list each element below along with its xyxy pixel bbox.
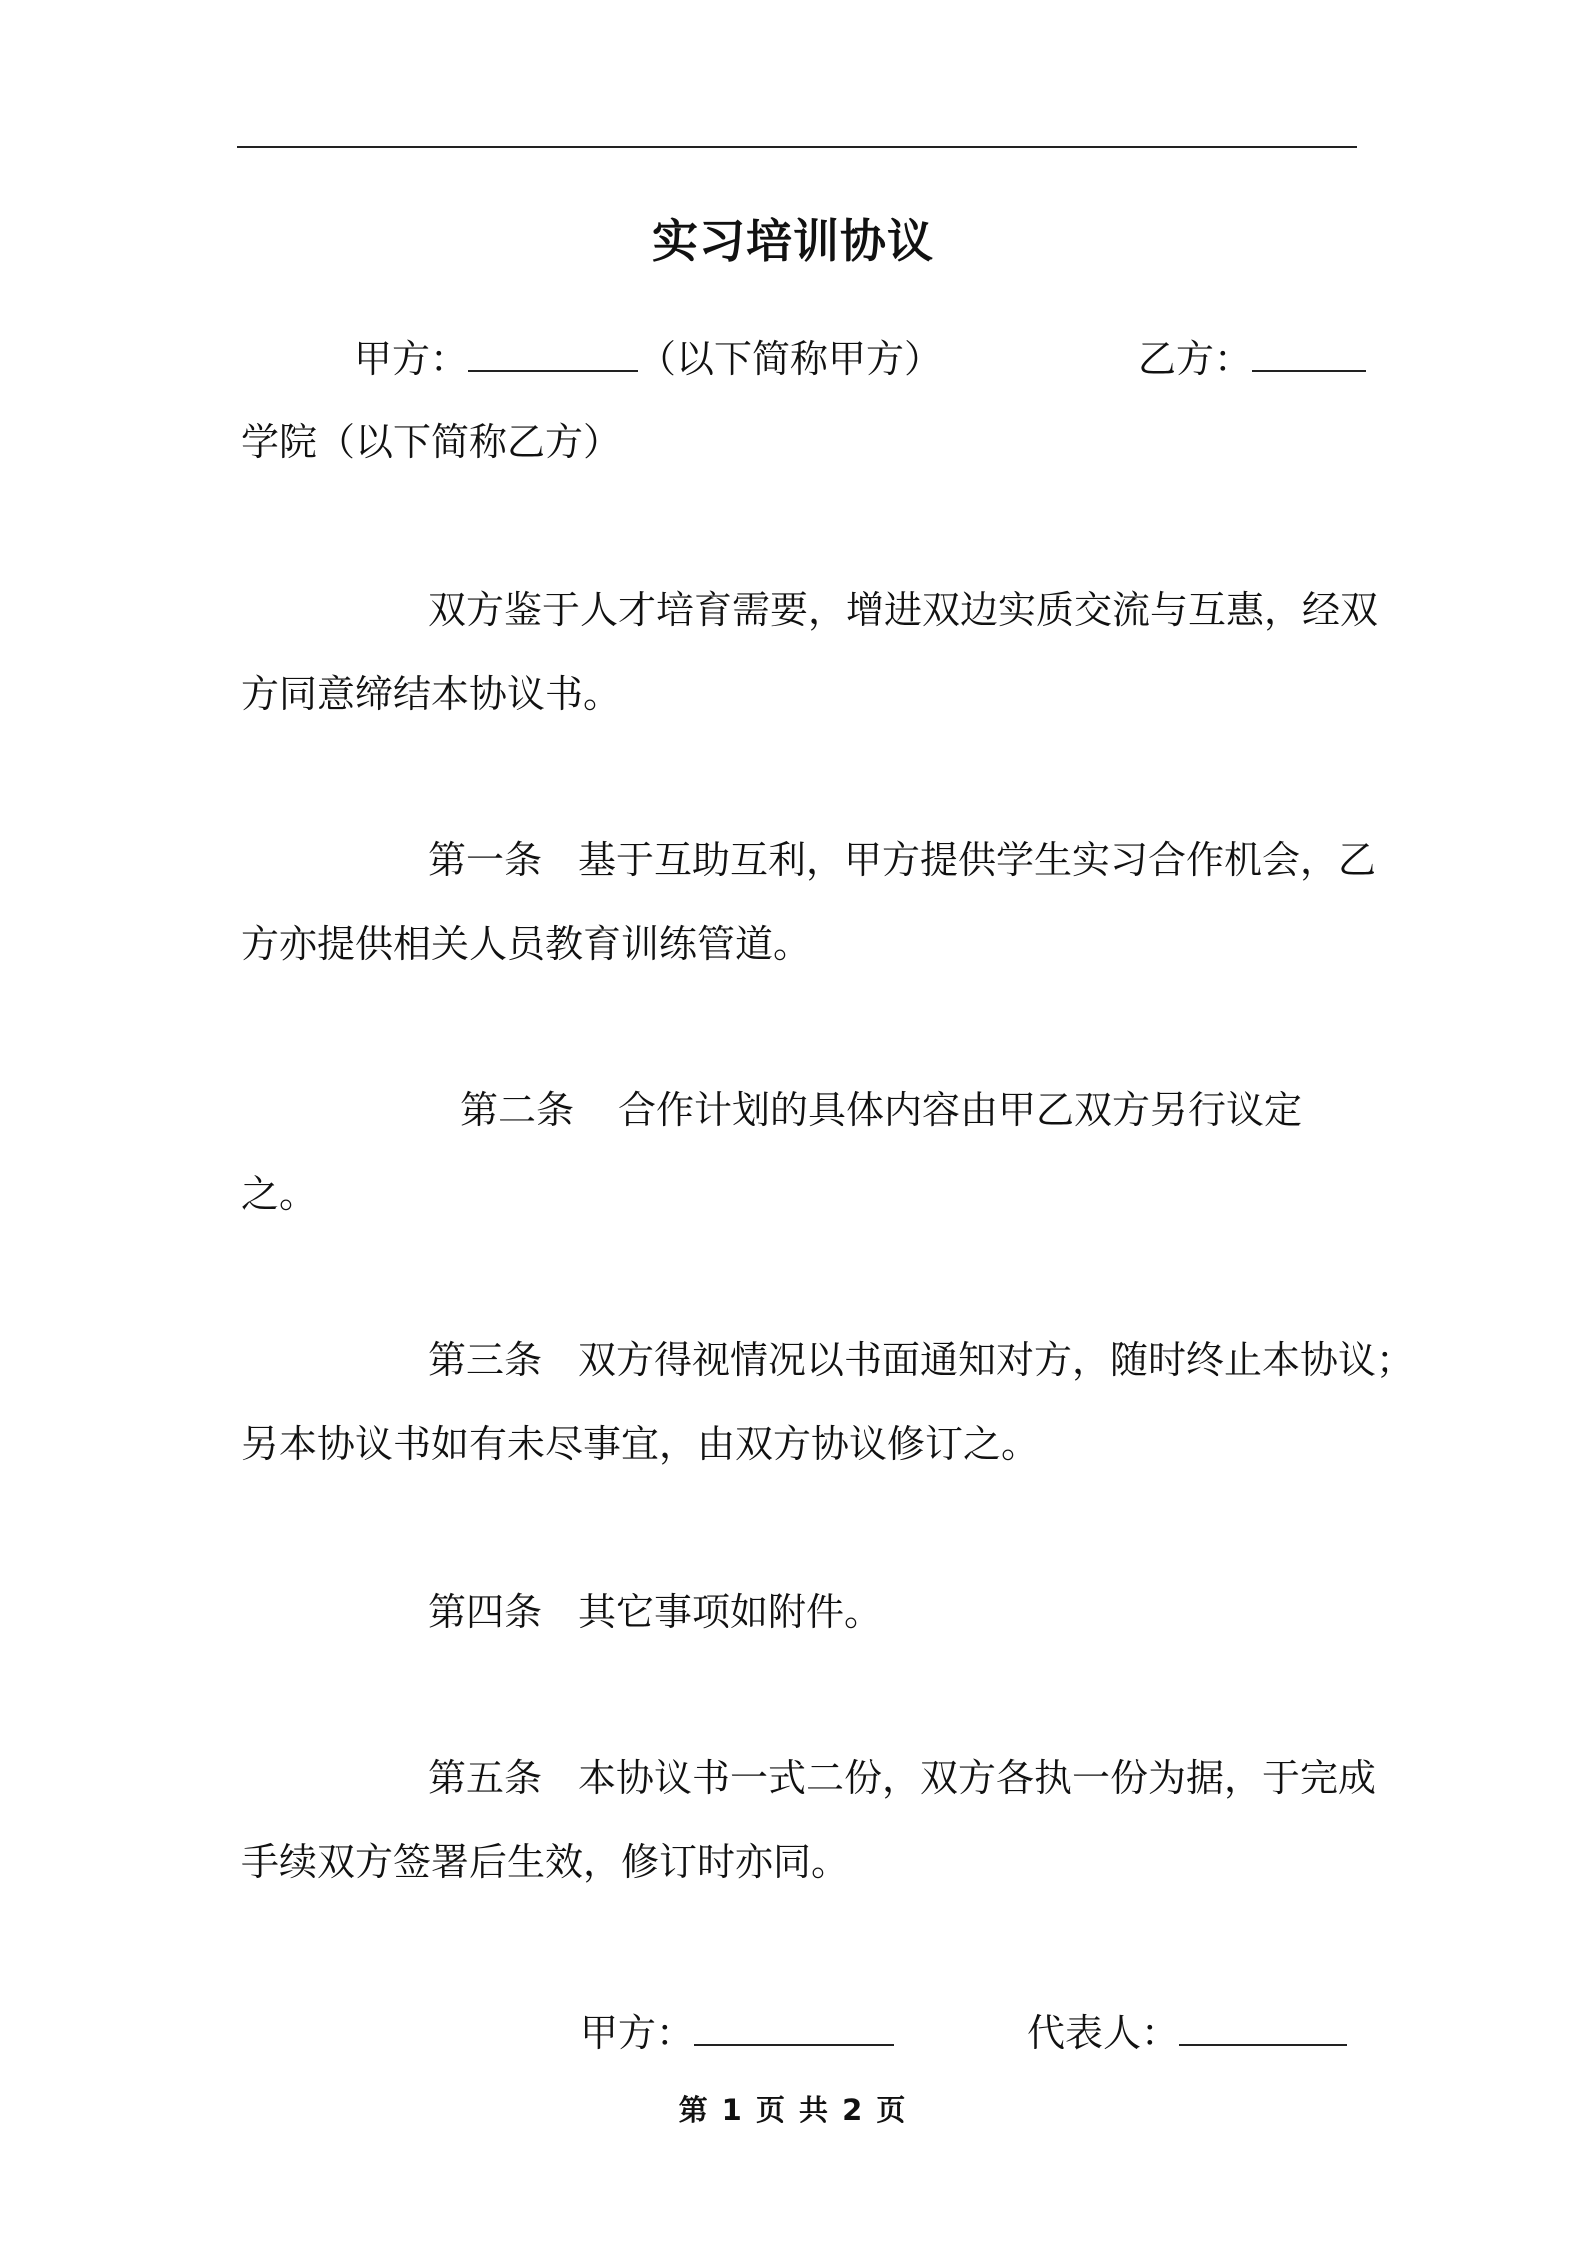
article-5-text: 本协议书一式二份，双方各执一份为据，于完成 [578,1756,1377,1800]
party-b-name-line: 学院（以下简称乙方） [241,420,622,464]
article-4-text: 其它事项如附件。 [578,1590,883,1634]
party-b-label: 乙方： [1138,337,1253,381]
article-3-line-2: 另本协议书如有未尽事宜，由双方协议修订之。 [241,1422,1040,1466]
article-4-line-1 [428,1590,882,1636]
signature-representative [1027,2010,1347,2057]
article-1-line-1 [428,838,1376,884]
article-5-line-1 [428,1756,1376,1802]
party-b-blank [1252,336,1366,372]
party-a-blank [468,336,638,372]
article-3-heading: 第三条 [428,1338,543,1382]
article-1-line-2: 方亦提供相关人员教育训练管道。 [241,922,812,966]
article-2-line-2: 之。 [241,1172,318,1216]
signature-party-a-blank [694,2010,894,2046]
signature-representative-label: 代表人： [1027,2011,1180,2055]
article-2-text: 合作计划的具体内容由甲乙双方另行议定 [618,1088,1303,1132]
article-3-text: 双方得视情况以书面通知对方，随时终止本协议； [578,1338,1415,1382]
signature-representative-blank [1179,2010,1347,2046]
article-5-heading: 第五条 [428,1756,543,1800]
article-5-line-2: 手续双方签署后生效，修订时亦同。 [241,1840,850,1884]
party-a-suffix: （以下简称甲方） [638,337,943,381]
signature-party-a-label: 甲方： [580,2011,695,2055]
article-4-heading: 第四条 [428,1590,543,1634]
party-a-label: 甲方： [354,337,469,381]
article-2-heading: 第二条 [460,1088,575,1132]
document-title: 实习培训协议 [652,214,934,268]
article-1-text: 基于互助互利，甲方提供学生实习合作机会，乙 [578,838,1377,882]
article-3-line-1 [428,1338,1414,1384]
header-rule [237,146,1357,148]
party-b-line [1138,336,1366,383]
intro-line-1: 双方鉴于人才培育需要，增进双边实质交流与互惠，经双 [428,588,1379,632]
article-2-line-1 [460,1088,1302,1134]
article-1-heading: 第一条 [428,838,543,882]
signature-party-a [580,2010,894,2057]
page-indicator: 第 1 页 共 2 页 [678,2093,908,2127]
party-a-line [354,336,942,383]
intro-line-2: 方同意缔结本协议书。 [241,672,622,716]
